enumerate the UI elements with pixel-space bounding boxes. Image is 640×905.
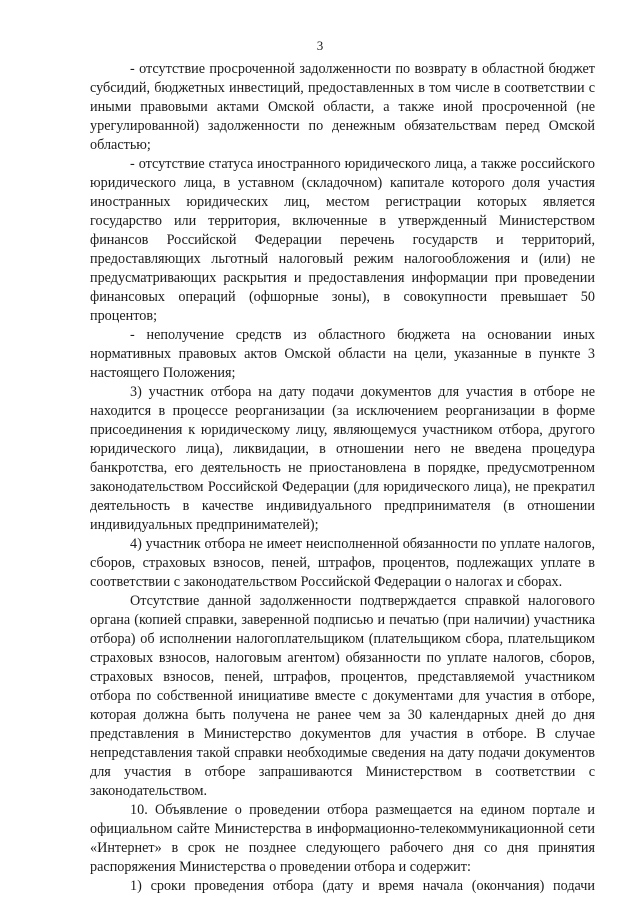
paragraph-tax-certificate: Отсутствие данной задолженности подтверждается справкой налогового органа (копией справки, заверенной подписью и печатью (при наличии) участника отбора) об исполнении налогоплательщиком (плательщиком сбора, плательщиком страховых взносов, налоговым агентом) обязанности по уплате налогов, сборов, страховых взносов, пеней, штрафов, процентов, представляемой участником отбора по собственной инициативе вместе с документами для участия в отборе, которая должна быть получена не ранее чем за 30 календарных дней до дня представления в Министерство документов для участия в отборе. В случае непредставления такой справки необходимые сведения на дату подачи документов для участия в отборе запрашиваются Министерством в соответствии с законодательством. <box>90 593 595 799</box>
document-body <box>90 60 595 896</box>
paragraph-item-4: 4) участник отбора не имеет неисполненной обязанности по уплате налогов, сборов, страховых взносов, пеней, штрафов, процентов, подлежащих уплате в соответствии с законодательством Российской Федерации о налогах и сборах. <box>90 536 595 590</box>
paragraph-foreign-status: - отсутствие статуса иностранного юридического лица, а также российского юридического лица, в уставном (складочном) капитале которого доля участия иностранных юридических лиц, местом регистрации которых является государство или территория, включенные в утвержденный Министерством финансов Российской Федерации перечень государств и территорий, предоставляющих льготный налоговый режим налогообложения и (или) не предусматривающих раскрытия и предоставления информации при проведении финансовых операций (офшорные зоны), в совокупности превышает 50 процентов; <box>90 156 595 324</box>
paragraph-no-other-funds: - неполучение средств из областного бюджета на основании иных нормативных правовых актов Омской области на цели, указанные в пункте 3 настоящего Положения; <box>90 327 595 381</box>
page-number: 3 <box>316 38 324 53</box>
paragraph-section-10: 10. Объявление о проведении отбора размещается на едином портале и официальном сайте Министерства в информационно-телекоммуникационной сети «Интернет» в срок не позднее следующего рабочего дня со дня принятия распоряжения Министерства о проведении отбора и содержит: <box>90 802 595 875</box>
paragraph-debt-absence: - отсутствие просроченной задолженности по возврату в областной бюджет субсидий, бюджетных инвестиций, предоставленных в том числе в соответствии с иными правовыми актами Омской области, а также иной просроченной (не урегулированной) задолженности по денежным обязательствам перед Омской областью; <box>90 61 595 153</box>
paragraph-item-3: 3) участник отбора на дату подачи документов для участия в отборе не находится в процессе реорганизации (за исключением реорганизации в форме присоединения к юридическому лицу, являющемуся участником отбора, другого юридического лица), ликвидации, в отношении него не введена процедура банкротства, его деятельность не приостановлена в порядке, предусмотренном законодательством Российской Федерации (для юридического лица), не прекратил деятельность в качестве индивидуального предпринимателя (в отношении индивидуальных предпринимателей); <box>90 384 595 533</box>
paragraph-item-1-deadlines: 1) сроки проведения отбора (дату и время начала (окончания) подачи <box>130 878 595 894</box>
